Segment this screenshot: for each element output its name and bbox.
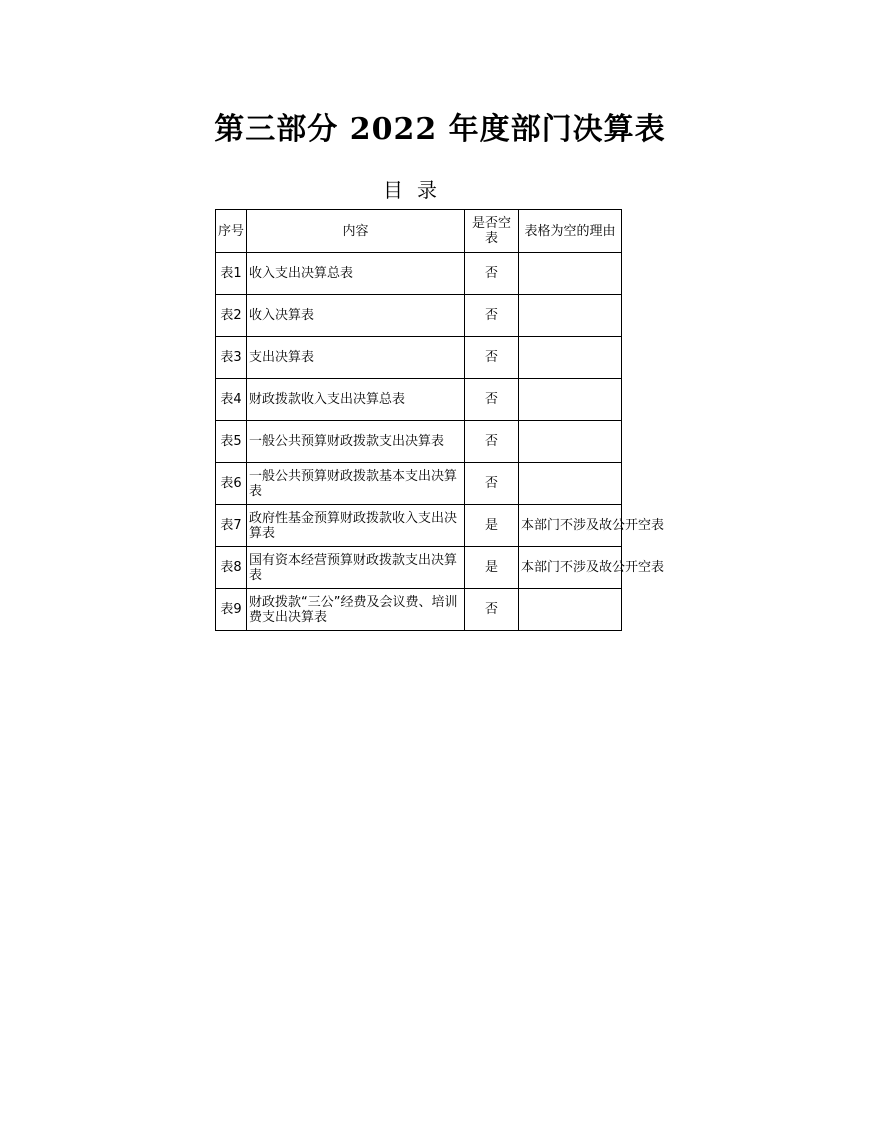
row-reason: 本部门不涉及故公开空表 xyxy=(519,505,622,547)
row-no: 表6 xyxy=(216,463,247,505)
row-is-empty: 否 xyxy=(465,379,519,421)
row-reason xyxy=(519,253,622,295)
row-no: 表9 xyxy=(216,589,247,631)
table-row xyxy=(216,295,622,337)
page-title: 第三部分 2022 年度部门决算表 xyxy=(214,112,666,147)
row-name: 一般公共预算财政拨款支出决算表 xyxy=(247,421,465,463)
row-name: 财政拨款“三公”经费及会议费、培训费支出决算表 xyxy=(247,589,465,631)
row-name: 国有资本经营预算财政拨款支出决算表 xyxy=(247,547,465,589)
row-is-empty: 否 xyxy=(465,589,519,631)
table-row xyxy=(216,547,622,589)
row-is-empty: 否 xyxy=(465,295,519,337)
row-no: 表2 xyxy=(216,295,247,337)
row-no: 表5 xyxy=(216,421,247,463)
row-reason xyxy=(519,337,622,379)
table-header-row xyxy=(216,210,622,253)
row-is-empty: 否 xyxy=(465,253,519,295)
row-is-empty: 否 xyxy=(465,463,519,505)
row-reason: 本部门不涉及故公开空表 xyxy=(519,547,622,589)
row-is-empty: 是 xyxy=(465,505,519,547)
header-no: 序号 xyxy=(216,210,247,253)
table-row xyxy=(216,253,622,295)
row-reason xyxy=(519,589,622,631)
row-is-empty: 是 xyxy=(465,547,519,589)
row-is-empty: 否 xyxy=(465,421,519,463)
row-name: 支出决算表 xyxy=(247,337,465,379)
row-no: 表3 xyxy=(216,337,247,379)
header-is-empty: 是否空表 xyxy=(465,210,519,253)
table-row xyxy=(216,505,622,547)
toc-heading: 目录 xyxy=(383,178,451,202)
row-name: 收入决算表 xyxy=(247,295,465,337)
row-reason xyxy=(519,463,622,505)
row-no: 表8 xyxy=(216,547,247,589)
row-name: 一般公共预算财政拨款基本支出决算表 xyxy=(247,463,465,505)
header-name: 内容 xyxy=(247,210,465,253)
table-row xyxy=(216,589,622,631)
table-row xyxy=(216,379,622,421)
row-reason xyxy=(519,421,622,463)
toc-table xyxy=(215,209,665,631)
header-reason: 表格为空的理由 xyxy=(519,210,622,253)
row-is-empty: 否 xyxy=(465,337,519,379)
row-no: 表1 xyxy=(216,253,247,295)
row-reason xyxy=(519,379,622,421)
row-no: 表4 xyxy=(216,379,247,421)
row-reason xyxy=(519,295,622,337)
table-row xyxy=(216,463,622,505)
row-no: 表7 xyxy=(216,505,247,547)
table-row xyxy=(216,421,622,463)
table-row xyxy=(216,337,622,379)
row-name: 政府性基金预算财政拨款收入支出决算表 xyxy=(247,505,465,547)
row-name: 收入支出决算总表 xyxy=(247,253,465,295)
row-name: 财政拨款收入支出决算总表 xyxy=(247,379,465,421)
